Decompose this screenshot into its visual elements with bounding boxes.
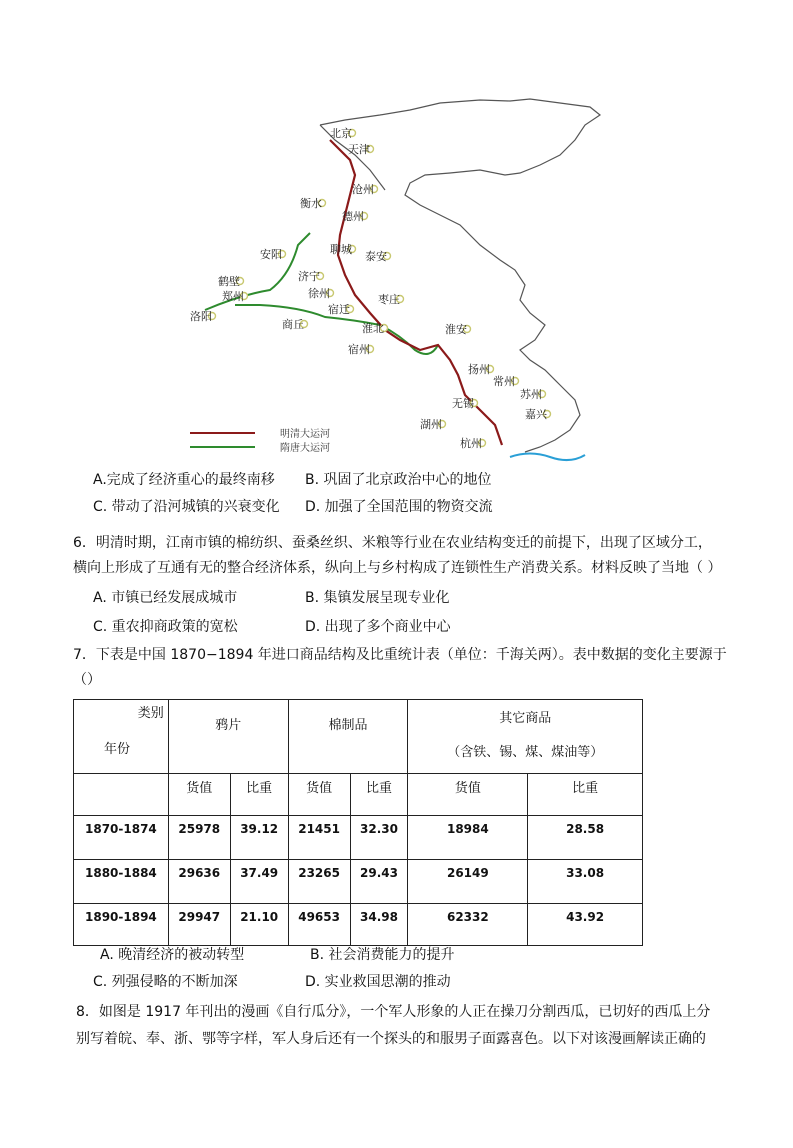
cell-opium-value: 29636 xyxy=(168,860,230,904)
city-label: 宿州 xyxy=(348,343,370,356)
city-label: 淮安 xyxy=(445,323,467,336)
subheader-other-ratio: 比重 xyxy=(528,774,643,816)
q8-stem-line1: 8．如图是 1917 年刊出的漫画《自行瓜分》，一个军人形象的人正在操刀分割西瓜，已切好的西瓜上分 xyxy=(76,1004,711,1020)
cell-cotton-value: 21451 xyxy=(288,816,350,860)
q6-stem-line1: 6．明清时期，江南市镇的棉纺织、蚕桑丝织、米粮等行业在农业结构变迁的前提下，出现了区域分工， xyxy=(73,535,712,551)
cell-other-value: 62332 xyxy=(408,904,528,946)
city-label: 济宁 xyxy=(298,270,320,283)
cell-opium-value: 29947 xyxy=(168,904,230,946)
q7-stem-line1: 7．下表是中国 1870−1894 年进口商品结构及比重统计表（单位：千海关两）。表中数据的变化主要源于 xyxy=(73,647,727,663)
q5-option-d[interactable]: D. 加强了全国范围的物资交流 xyxy=(305,499,493,515)
cell-opium-value: 25978 xyxy=(168,816,230,860)
q8-stem-line2: 别写着皖、奉、浙、鄂等字样，军人身后还有一个探头的和服男子面露喜色。以下对该漫画解读正确的 xyxy=(76,1031,706,1047)
q5-option-c[interactable]: C. 带动了沿河城镇的兴衰变化 xyxy=(93,499,280,515)
city-label: 泰安 xyxy=(365,250,387,263)
city-label: 宿迁 xyxy=(328,303,350,316)
city-label: 常州 xyxy=(493,375,515,388)
cell-opium-ratio: 37.49 xyxy=(230,860,288,904)
subheader-opium-ratio: 比重 xyxy=(230,774,288,816)
city-label: 淮北 xyxy=(362,322,384,335)
corner-year-label: 年份 xyxy=(104,742,131,757)
city-label: 衡水 xyxy=(300,197,322,210)
q7-option-c[interactable]: C. 列强侵略的不断加深 xyxy=(93,974,238,990)
q7-stem-line2: （） xyxy=(73,672,101,688)
legend-label-sui-tang: 隋唐大运河 xyxy=(280,443,330,454)
city-label: 扬州 xyxy=(468,363,490,376)
table-row xyxy=(74,860,643,904)
city-markers xyxy=(190,126,551,450)
q7-option-d[interactable]: D. 实业救国思潮的推动 xyxy=(305,974,451,990)
q6-option-d[interactable]: D. 出现了多个商业中心 xyxy=(305,619,451,635)
q7-option-b[interactable]: B. 社会消费能力的提升 xyxy=(310,947,455,963)
header-other-note: （含铁、锡、煤、煤油等） xyxy=(447,745,604,760)
cell-cotton-ratio: 32.30 xyxy=(350,816,408,860)
header-empty-cell xyxy=(74,774,169,816)
city-label: 洛阳 xyxy=(190,310,212,323)
header-other xyxy=(408,700,643,774)
city-label: 鹤壁 xyxy=(218,275,240,288)
subheader-cotton-value: 货值 xyxy=(288,774,350,816)
subheader-opium-value: 货值 xyxy=(168,774,230,816)
table-row xyxy=(74,816,643,860)
cell-other-value: 18984 xyxy=(408,816,528,860)
row-year: 1890-1894 xyxy=(74,904,169,946)
city-label: 无锡 xyxy=(452,397,474,410)
cell-other-ratio: 43.92 xyxy=(528,904,643,946)
city-label: 郑州 xyxy=(222,290,244,303)
table-corner-cell xyxy=(74,700,169,774)
city-label: 德州 xyxy=(342,210,364,223)
row-year: 1870-1874 xyxy=(74,816,169,860)
header-cotton: 棉制品 xyxy=(288,700,408,774)
legend-label-ming-qing: 明清大运河 xyxy=(280,429,330,440)
city-label: 徐州 xyxy=(308,287,330,300)
cell-other-ratio: 33.08 xyxy=(528,860,643,904)
city-label: 安阳 xyxy=(260,248,282,261)
subheader-cotton-ratio: 比重 xyxy=(350,774,408,816)
row-year: 1880-1884 xyxy=(74,860,169,904)
cell-cotton-value: 49653 xyxy=(288,904,350,946)
q7-option-a[interactable]: A. 晚清经济的被动转型 xyxy=(100,947,245,963)
sea-line xyxy=(510,454,585,461)
cell-other-value: 26149 xyxy=(408,860,528,904)
cell-opium-ratio: 39.12 xyxy=(230,816,288,860)
cell-cotton-ratio: 29.43 xyxy=(350,860,408,904)
header-other-title: 其它商品 xyxy=(499,711,552,726)
q5-option-a[interactable]: A.完成了经济重心的最终南移 xyxy=(93,472,275,488)
import-structure-table xyxy=(73,699,643,946)
city-label: 杭州 xyxy=(460,437,482,450)
q6-option-a[interactable]: A. 市镇已经发展成城市 xyxy=(93,590,238,606)
cell-other-ratio: 28.58 xyxy=(528,816,643,860)
city-label: 商丘 xyxy=(282,318,304,331)
q6-stem-line2: 横向上形成了互通有无的整合经济体系，纵向上与乡村构成了连锁性生产消费关系。材料反映了当地（ ） xyxy=(73,560,722,576)
subheader-other-value: 货值 xyxy=(408,774,528,816)
cell-cotton-value: 23265 xyxy=(288,860,350,904)
q6-option-c[interactable]: C. 重农抑商政策的宽松 xyxy=(93,619,238,635)
q5-option-b[interactable]: B. 巩固了北京政治中心的地位 xyxy=(305,472,492,488)
cell-opium-ratio: 21.10 xyxy=(230,904,288,946)
corner-category-label: 类别 xyxy=(137,706,164,721)
grand-canal-map xyxy=(180,95,620,465)
city-label: 苏州 xyxy=(520,388,542,401)
city-label: 北京 xyxy=(330,127,352,140)
city-label: 天津 xyxy=(348,143,370,156)
header-opium: 鸦片 xyxy=(168,700,288,774)
city-label: 湖州 xyxy=(420,418,442,431)
city-label: 枣庄 xyxy=(378,293,400,306)
city-label: 沧州 xyxy=(352,183,374,196)
table-row xyxy=(74,904,643,946)
cell-cotton-ratio: 34.98 xyxy=(350,904,408,946)
q6-option-b[interactable]: B. 集镇发展呈现专业化 xyxy=(305,590,450,606)
city-label: 聊城 xyxy=(330,243,352,256)
city-label: 嘉兴 xyxy=(525,408,547,421)
